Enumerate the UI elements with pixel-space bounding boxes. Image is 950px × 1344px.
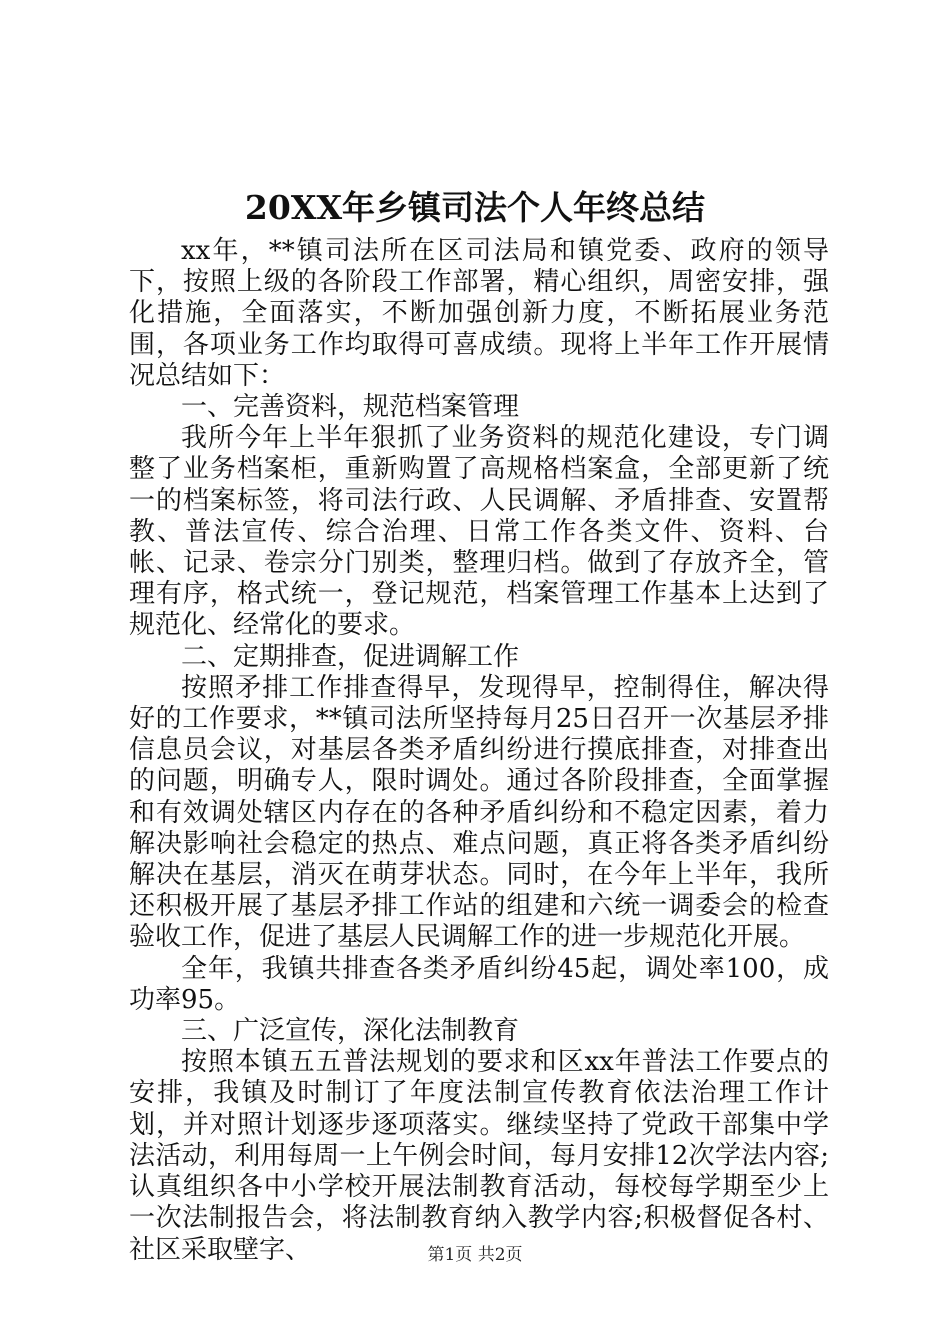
section-heading-1: 一、完善资料，规范档案管理 xyxy=(181,392,520,423)
paragraph-archives: 我所今年上半年狠抓了业务资料的规范化建设，专门调整了业务档案柜，重新购置了高规格档案盒，全部更新了统一的档案标签，将司法行政、人民调解、矛盾排查、安置帮教、普法宣传、综合治理、日常工作各类文件、资料、台帐、记录、卷宗分门别类，整理归档。做到了存放齐全，管理有序，格式统一，登记规范，档案管理工作基本上达到了规范化、经常化的要求。 xyxy=(129,423,829,641)
section-heading-3: 三、广泛宣传，深化法制教育 xyxy=(181,1016,520,1047)
paragraph-mediation: 按照矛排工作排查得早，发现得早，控制得住，解决得好的工作要求，**镇司法所坚持每月25日召开一次基层矛排信息员会议，对基层各类矛盾纠纷进行摸底排查，对排查出的问题，明确专人，限时调处。通过各阶段排查，全面掌握和有效调处辖区内存在的各种矛盾纠纷和不稳定因素，着力解决影响社会稳定的热点、难点问题，真正将各类矛盾纠纷解决在基层，消灭在萌芽状态。同时，在今年上半年，我所还积极开展了基层矛排工作站的组建和六统一调委会的检查验收工作，促进了基层人民调解工作的进一步规范化开展。 xyxy=(129,672,829,953)
document-body xyxy=(129,236,829,1266)
paragraph-intro: xx年，**镇司法所在区司法局和镇党委、政府的领导下，按照上级的各阶段工作部署，精心组织，周密安排，强化措施，全面落实，不断加强创新力度，不断拓展业务范围，各项业务工作均取得可喜成绩。现将上半年工作开展情况总结如下： xyxy=(129,236,829,391)
paragraph-statistics: 全年，我镇共排查各类矛盾纠纷45起，调处率100，成功率95。 xyxy=(129,953,829,1015)
document-title: 20XX年乡镇司法个人年终总结 xyxy=(244,188,706,227)
page-number-footer: 第1页 共2页 xyxy=(427,1245,523,1265)
paragraph-legal-education: 按照本镇五五普法规划的要求和区xx年普法工作要点的安排，我镇及时制订了年度法制宣传教育依法治理工作计划，并对照计划逐步逐项落实。继续坚持了党政干部集中学法活动，利用每周一上午例会时间，每月安排12次学法内容;认真组织各中小学校开展法制教育活动，每校每学期至少上一次法制报告会，将法制教育纳入教学内容;积极督促各村、社区采取壁字、 xyxy=(129,1047,829,1265)
section-heading-2: 二、定期排查，促进调解工作 xyxy=(181,641,520,672)
